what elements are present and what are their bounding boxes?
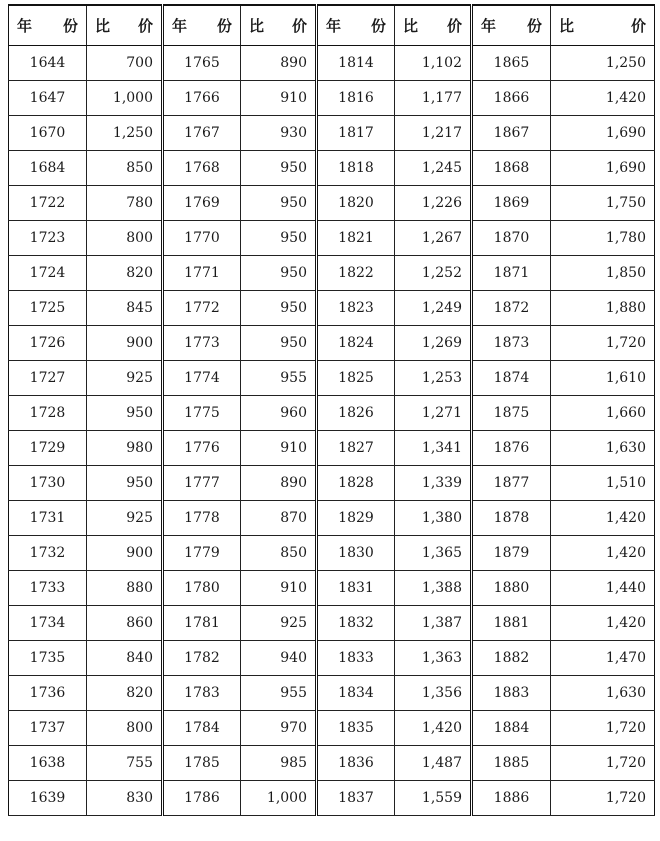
- table-row: [9, 745, 655, 780]
- year-cell: 1820: [317, 185, 395, 220]
- table-row: [9, 45, 655, 80]
- header-year-char: 份: [216, 16, 232, 35]
- price-cell: 1,252: [395, 255, 472, 290]
- price-cell: 950: [87, 465, 163, 500]
- price-cell: 980: [87, 430, 163, 465]
- price-cell: 1,356: [395, 675, 472, 710]
- year-cell: 1886: [472, 780, 551, 815]
- price-cell: 1,690: [551, 115, 655, 150]
- year-cell: 1769: [163, 185, 241, 220]
- price-cell: 1,780: [551, 220, 655, 255]
- year-cell: 1866: [472, 80, 551, 115]
- table-row: [9, 360, 655, 395]
- year-cell: 1775: [163, 395, 241, 430]
- header-year-char: 份: [370, 16, 386, 35]
- year-cell: 1779: [163, 535, 241, 570]
- price-cell: 755: [87, 745, 163, 780]
- price-cell: 925: [241, 605, 317, 640]
- price-cell: 880: [87, 570, 163, 605]
- year-cell: 1865: [472, 45, 551, 80]
- price-cell: 950: [87, 395, 163, 430]
- header-price-label: [95, 15, 153, 36]
- price-cell: 955: [241, 675, 317, 710]
- header-price-label: [403, 15, 462, 36]
- price-cell: 1,341: [395, 430, 472, 465]
- price-cell: 1,420: [395, 710, 472, 745]
- price-cell: 845: [87, 290, 163, 325]
- price-cell: 830: [87, 780, 163, 815]
- year-cell: 1639: [9, 780, 87, 815]
- year-cell: 1729: [9, 430, 87, 465]
- year-cell: 1871: [472, 255, 551, 290]
- header-year-char: 份: [62, 16, 78, 35]
- year-cell: 1670: [9, 115, 87, 150]
- table-row: [9, 325, 655, 360]
- header-row: [9, 5, 655, 45]
- price-cell: 1,253: [395, 360, 472, 395]
- price-cell: 1,630: [551, 675, 655, 710]
- year-cell: 1767: [163, 115, 241, 150]
- year-cell: 1881: [472, 605, 551, 640]
- price-cell: 1,470: [551, 640, 655, 675]
- price-cell: 910: [241, 430, 317, 465]
- table-row: [9, 290, 655, 325]
- price-cell: 1,000: [87, 80, 163, 115]
- year-cell: 1773: [163, 325, 241, 360]
- price-cell: 1,420: [551, 500, 655, 535]
- price-cell: 1,250: [551, 45, 655, 80]
- year-cell: 1824: [317, 325, 395, 360]
- price-cell: 1,440: [551, 570, 655, 605]
- header-year-char: 年: [481, 16, 497, 35]
- header-year-label: [172, 15, 232, 36]
- price-cell: 925: [87, 360, 163, 395]
- year-cell: 1827: [317, 430, 395, 465]
- header-year-2: [163, 5, 241, 45]
- table-row: [9, 430, 655, 465]
- price-cell: 950: [241, 185, 317, 220]
- header-price-char: 价: [630, 16, 646, 35]
- header-price-4: [551, 5, 655, 45]
- header-price-char: 比: [559, 16, 575, 35]
- price-cell: 930: [241, 115, 317, 150]
- price-cell: 1,102: [395, 45, 472, 80]
- header-price-char: 比: [403, 16, 419, 35]
- year-cell: 1772: [163, 290, 241, 325]
- header-price-2: [241, 5, 317, 45]
- price-cell: 960: [241, 395, 317, 430]
- table-row: [9, 255, 655, 290]
- year-cell: 1730: [9, 465, 87, 500]
- price-cell: 1,487: [395, 745, 472, 780]
- year-cell: 1777: [163, 465, 241, 500]
- year-cell: 1882: [472, 640, 551, 675]
- price-cell: 1,249: [395, 290, 472, 325]
- year-cell: 1684: [9, 150, 87, 185]
- price-cell: 700: [87, 45, 163, 80]
- year-cell: 1735: [9, 640, 87, 675]
- year-cell: 1817: [317, 115, 395, 150]
- table-row: [9, 535, 655, 570]
- price-cell: 950: [241, 150, 317, 185]
- year-cell: 1876: [472, 430, 551, 465]
- price-cell: 860: [87, 605, 163, 640]
- price-cell: 1,420: [551, 535, 655, 570]
- year-cell: 1785: [163, 745, 241, 780]
- table-row: [9, 500, 655, 535]
- year-cell: 1874: [472, 360, 551, 395]
- price-cell: 1,880: [551, 290, 655, 325]
- price-cell: 950: [241, 220, 317, 255]
- price-cell: 1,720: [551, 745, 655, 780]
- table-row: [9, 395, 655, 430]
- year-cell: 1825: [317, 360, 395, 395]
- price-cell: 1,339: [395, 465, 472, 500]
- table-row: [9, 80, 655, 115]
- price-cell: 1,000: [241, 780, 317, 815]
- price-cell: 800: [87, 710, 163, 745]
- price-cell: 950: [241, 325, 317, 360]
- year-cell: 1880: [472, 570, 551, 605]
- price-cell: 1,720: [551, 325, 655, 360]
- price-cell: 950: [241, 255, 317, 290]
- header-price-label: [249, 15, 307, 36]
- price-cell: 1,363: [395, 640, 472, 675]
- year-cell: 1836: [317, 745, 395, 780]
- year-cell: 1778: [163, 500, 241, 535]
- year-cell: 1733: [9, 570, 87, 605]
- year-cell: 1774: [163, 360, 241, 395]
- year-cell: 1867: [472, 115, 551, 150]
- year-cell: 1885: [472, 745, 551, 780]
- header-year-char: 年: [172, 16, 188, 35]
- header-price-char: 比: [249, 16, 265, 35]
- header-price-char: 价: [446, 16, 462, 35]
- price-cell: 840: [87, 640, 163, 675]
- price-cell: 1,380: [395, 500, 472, 535]
- year-cell: 1872: [472, 290, 551, 325]
- year-cell: 1831: [317, 570, 395, 605]
- year-cell: 1647: [9, 80, 87, 115]
- year-cell: 1870: [472, 220, 551, 255]
- price-cell: 1,559: [395, 780, 472, 815]
- price-cell: 1,267: [395, 220, 472, 255]
- price-cell: 1,510: [551, 465, 655, 500]
- price-cell: 900: [87, 325, 163, 360]
- price-cell: 1,850: [551, 255, 655, 290]
- price-cell: 1,720: [551, 780, 655, 815]
- price-cell: 870: [241, 500, 317, 535]
- price-cell: 1,720: [551, 710, 655, 745]
- header-year-3: [317, 5, 395, 45]
- table-row: [9, 185, 655, 220]
- header-year-label: [481, 15, 542, 36]
- year-cell: 1837: [317, 780, 395, 815]
- year-cell: 1869: [472, 185, 551, 220]
- year-cell: 1782: [163, 640, 241, 675]
- price-cell: 1,750: [551, 185, 655, 220]
- header-price-char: 比: [95, 16, 111, 35]
- price-cell: 910: [241, 570, 317, 605]
- table-body: [9, 45, 655, 815]
- year-cell: 1765: [163, 45, 241, 80]
- price-cell: 970: [241, 710, 317, 745]
- price-cell: 850: [87, 150, 163, 185]
- table-row: [9, 780, 655, 815]
- year-cell: 1829: [317, 500, 395, 535]
- year-cell: 1731: [9, 500, 87, 535]
- header-price-char: 价: [137, 16, 153, 35]
- price-cell: 1,388: [395, 570, 472, 605]
- price-cell: 1,250: [87, 115, 163, 150]
- year-cell: 1826: [317, 395, 395, 430]
- year-cell: 1830: [317, 535, 395, 570]
- price-cell: 890: [241, 45, 317, 80]
- price-cell: 1,271: [395, 395, 472, 430]
- year-cell: 1868: [472, 150, 551, 185]
- table-row: [9, 710, 655, 745]
- year-cell: 1814: [317, 45, 395, 80]
- price-cell: 1,387: [395, 605, 472, 640]
- price-ratio-table: [8, 4, 655, 816]
- year-cell: 1877: [472, 465, 551, 500]
- year-cell: 1822: [317, 255, 395, 290]
- price-cell: 780: [87, 185, 163, 220]
- year-cell: 1723: [9, 220, 87, 255]
- year-cell: 1722: [9, 185, 87, 220]
- price-cell: 1,177: [395, 80, 472, 115]
- table-row: [9, 675, 655, 710]
- price-cell: 1,610: [551, 360, 655, 395]
- price-cell: 890: [241, 465, 317, 500]
- price-cell: 940: [241, 640, 317, 675]
- price-cell: 950: [241, 290, 317, 325]
- year-cell: 1784: [163, 710, 241, 745]
- price-cell: 1,365: [395, 535, 472, 570]
- price-cell: 910: [241, 80, 317, 115]
- year-cell: 1727: [9, 360, 87, 395]
- price-cell: 1,226: [395, 185, 472, 220]
- year-cell: 1737: [9, 710, 87, 745]
- year-cell: 1726: [9, 325, 87, 360]
- year-cell: 1770: [163, 220, 241, 255]
- price-cell: 985: [241, 745, 317, 780]
- header-year-1: [9, 5, 87, 45]
- year-cell: 1835: [317, 710, 395, 745]
- header-year-char: 份: [526, 16, 542, 35]
- price-cell: 1,690: [551, 150, 655, 185]
- year-cell: 1783: [163, 675, 241, 710]
- year-cell: 1883: [472, 675, 551, 710]
- header-year-label: [17, 15, 78, 36]
- year-cell: 1734: [9, 605, 87, 640]
- price-cell: 850: [241, 535, 317, 570]
- header-year-label: [326, 15, 386, 36]
- year-cell: 1644: [9, 45, 87, 80]
- header-price-label: [559, 15, 646, 36]
- year-cell: 1776: [163, 430, 241, 465]
- year-cell: 1823: [317, 290, 395, 325]
- year-cell: 1832: [317, 605, 395, 640]
- year-cell: 1781: [163, 605, 241, 640]
- year-cell: 1638: [9, 745, 87, 780]
- header-price-char: 价: [291, 16, 307, 35]
- year-cell: 1816: [317, 80, 395, 115]
- year-cell: 1879: [472, 535, 551, 570]
- year-cell: 1818: [317, 150, 395, 185]
- year-cell: 1821: [317, 220, 395, 255]
- price-cell: 1,269: [395, 325, 472, 360]
- header-year-char: 年: [17, 16, 33, 35]
- table-row: [9, 605, 655, 640]
- year-cell: 1728: [9, 395, 87, 430]
- price-cell: 1,245: [395, 150, 472, 185]
- price-cell: 1,420: [551, 80, 655, 115]
- year-cell: 1873: [472, 325, 551, 360]
- year-cell: 1766: [163, 80, 241, 115]
- table-row: [9, 220, 655, 255]
- year-cell: 1736: [9, 675, 87, 710]
- price-cell: 820: [87, 255, 163, 290]
- year-cell: 1732: [9, 535, 87, 570]
- year-cell: 1786: [163, 780, 241, 815]
- header-year-4: [472, 5, 551, 45]
- table-row: [9, 570, 655, 605]
- price-cell: 1,420: [551, 605, 655, 640]
- year-cell: 1724: [9, 255, 87, 290]
- table-row: [9, 640, 655, 675]
- header-year-char: 年: [326, 16, 342, 35]
- price-cell: 1,630: [551, 430, 655, 465]
- table-row: [9, 115, 655, 150]
- year-cell: 1884: [472, 710, 551, 745]
- year-cell: 1780: [163, 570, 241, 605]
- year-cell: 1833: [317, 640, 395, 675]
- price-cell: 820: [87, 675, 163, 710]
- price-cell: 1,660: [551, 395, 655, 430]
- year-cell: 1878: [472, 500, 551, 535]
- year-cell: 1875: [472, 395, 551, 430]
- header-price-1: [87, 5, 163, 45]
- year-cell: 1834: [317, 675, 395, 710]
- price-cell: 925: [87, 500, 163, 535]
- price-cell: 955: [241, 360, 317, 395]
- year-cell: 1771: [163, 255, 241, 290]
- year-cell: 1725: [9, 290, 87, 325]
- price-cell: 800: [87, 220, 163, 255]
- price-cell: 1,217: [395, 115, 472, 150]
- year-cell: 1768: [163, 150, 241, 185]
- year-cell: 1828: [317, 465, 395, 500]
- table-row: [9, 465, 655, 500]
- price-cell: 900: [87, 535, 163, 570]
- table-row: [9, 150, 655, 185]
- header-price-3: [395, 5, 472, 45]
